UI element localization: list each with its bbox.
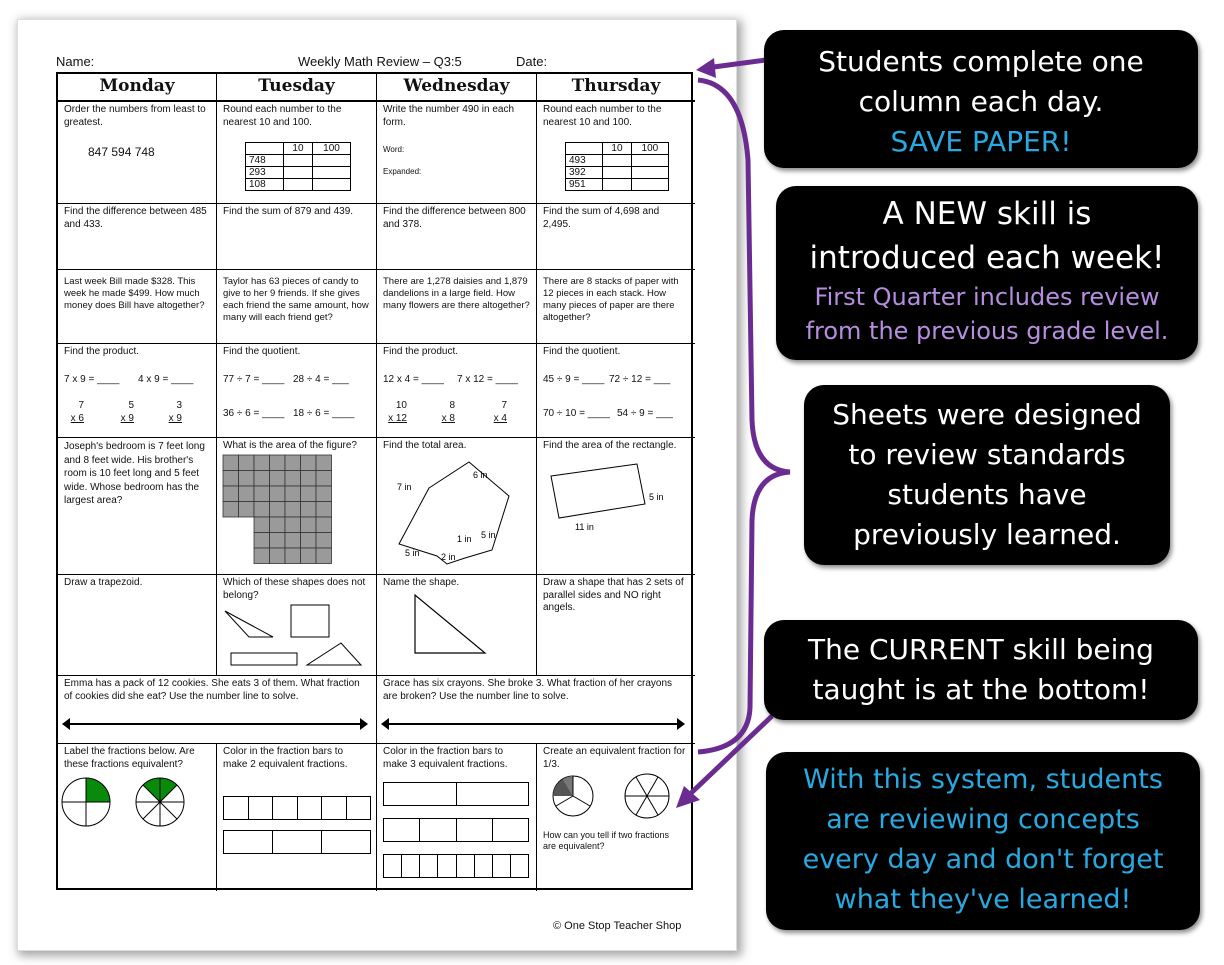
callout-text: what they've learned!	[834, 884, 1132, 915]
copyright: © One Stop Teacher Shop	[553, 920, 682, 932]
factor: 10	[395, 400, 407, 411]
table-row: 293	[246, 167, 284, 179]
prompt: Emma has a pack of 12 cookies. She eats 3 of them. What fraction of cookies did she eat? Use the number line to solve.	[64, 678, 360, 702]
equation: 77 ÷ 7 = ____	[223, 374, 285, 385]
cell-r3-monday: Last week Bill made $328. This week he made $499. How much money does Bill have altogether?	[58, 270, 217, 344]
number-list: 847 594 748	[88, 145, 155, 159]
prompt: Find the area of the rectangle.	[543, 440, 677, 451]
side-label: 6 in	[473, 470, 488, 480]
callout-text: With this system, students	[803, 764, 1163, 795]
equation: 18 ÷ 6 = ____	[293, 408, 355, 419]
callout-subtext: First Quarter includes review	[814, 283, 1160, 311]
cell-r3-thursday: There are 8 stacks of paper with 12 pieces in each stack. How many pieces of paper are there altogether?	[537, 270, 695, 344]
table-row: 493	[566, 155, 603, 167]
callout-text: to review standards	[848, 438, 1126, 471]
prompt: Round each number to the nearest 10 and 100.	[543, 104, 662, 128]
factor: x 9	[168, 412, 182, 424]
callout-current-skill	[764, 620, 1198, 720]
callout-text: taught is at the bottom!	[812, 673, 1150, 706]
factor: 5	[128, 400, 134, 411]
prompt: Grace has six crayons. She broke 3. What fraction of her crayons are broken? Use the number line to solve.	[383, 678, 673, 702]
equation: 45 ÷ 9 = ____	[543, 374, 605, 385]
equation: 54 ÷ 9 = ___	[617, 408, 673, 419]
cell-r5-monday: Joseph's bedroom is 7 feet long and 8 feet wide. His brother's room is 10 feet long and 5 feet wide. Whose bedroom has the largest area?	[58, 438, 217, 575]
side-label: 2 in	[441, 552, 456, 562]
name-label: Name:	[56, 54, 95, 69]
factor: x 6	[70, 412, 84, 424]
cell-r2-monday: Find the difference between 485 and 433.	[58, 204, 217, 270]
col-10: 10	[283, 143, 312, 155]
factor: 8	[449, 400, 455, 411]
callout-highlight: SAVE PAPER!	[890, 125, 1072, 158]
callout-text: students have	[887, 478, 1087, 511]
day-header-wednesday: Wednesday	[377, 74, 537, 102]
side-label: 5 in	[405, 548, 420, 558]
factor: 7	[501, 400, 507, 411]
prompt: Name the shape.	[383, 577, 460, 588]
day-header-thursday: Thursday	[537, 74, 695, 102]
table-row: 748	[246, 155, 284, 167]
arrow-line	[706, 60, 766, 68]
callout-save-paper	[764, 30, 1198, 168]
factor: 3	[176, 400, 182, 411]
prompt: Order the numbers from least to greatest.	[64, 104, 206, 128]
equation: 7 x 9 = ____	[64, 374, 120, 385]
callout-text: The CURRENT skill being	[808, 633, 1154, 666]
prompt: Find the quotient.	[543, 346, 621, 357]
table-row: 392	[566, 167, 603, 179]
arrowhead-icon	[696, 58, 716, 78]
prompt: Label the fractions below. Are these fractions equivalent?	[64, 746, 195, 770]
prompt: Find the product.	[383, 346, 459, 357]
prompt: Find the quotient.	[223, 346, 301, 357]
question: How can you tell if two fractions are equivalent?	[543, 830, 670, 851]
prompt: Find the total area.	[383, 440, 467, 451]
col-100: 100	[313, 143, 351, 155]
cell-r6-monday: Draw a trapezoid.	[58, 575, 217, 676]
callout-text: previously learned.	[853, 518, 1121, 551]
side-label: 7 in	[397, 482, 412, 492]
cell-r2-wednesday: Find the difference between 800 and 378.	[377, 204, 537, 270]
table-row: 951	[566, 179, 603, 191]
arrow-line	[688, 716, 772, 796]
equation: 36 ÷ 6 = ____	[223, 408, 285, 419]
equation: 4 x 9 = ____	[138, 374, 194, 385]
callout-text: every day and don't forget	[802, 844, 1164, 875]
equation: 70 ÷ 10 = ____	[543, 408, 610, 419]
table-row: 108	[246, 179, 284, 191]
factor: 7	[78, 400, 84, 411]
worksheet-title: Weekly Math Review – Q3:5	[298, 54, 462, 69]
callout-text: introduced each week!	[809, 240, 1165, 276]
side-label: 5 in	[649, 492, 664, 502]
day-header-monday: Monday	[58, 74, 217, 102]
col-100: 100	[631, 143, 668, 155]
callout-text: are reviewing concepts	[826, 804, 1140, 835]
factor: x 8	[441, 412, 455, 424]
callout-new-skill	[776, 186, 1198, 360]
callout-text: A NEW skill is	[882, 196, 1092, 232]
prompt: Create an equivalent fraction for 1/3.	[543, 746, 686, 770]
equation: 12 x 4 = ____	[383, 374, 444, 385]
prompt: Color in the fraction bars to make 2 equivalent fractions.	[223, 746, 348, 770]
word-label: Word:	[383, 145, 405, 154]
col-10: 10	[603, 143, 632, 155]
callout-text: Students complete one	[818, 45, 1144, 78]
day-header-tuesday: Tuesday	[217, 74, 377, 102]
equation: 72 ÷ 12 = ___	[609, 374, 671, 385]
callout-text: Sheets were designed	[832, 398, 1142, 431]
prompt: Find the product.	[64, 346, 140, 357]
equation: 28 ÷ 4 = ___	[293, 374, 349, 385]
factor: x 9	[120, 412, 134, 424]
prompt: Which of these shapes does not belong?	[223, 577, 366, 601]
side-label: 11 in	[575, 522, 594, 532]
cell-r2-tuesday: Find the sum of 879 and 439.	[217, 204, 377, 270]
expanded-label: Expanded:	[383, 167, 422, 176]
callout-review-standards	[804, 385, 1170, 565]
callout-system-benefit	[766, 752, 1200, 930]
date-label: Date:	[516, 54, 548, 69]
side-label: 1 in	[457, 534, 472, 544]
cell-r3-tuesday: Taylor has 63 pieces of candy to give to her 9 friends. If she gives each friend the same amount, how many will each friend get?	[217, 270, 377, 344]
callout-text: column each day.	[858, 85, 1104, 118]
callout-subtext: from the previous grade level.	[805, 317, 1169, 345]
prompt: Round each number to the nearest 10 and 100.	[223, 104, 342, 128]
cell-r6-thursday: Draw a shape that has 2 sets of parallel sides and NO right angels.	[537, 575, 695, 676]
factor: x 4	[493, 412, 507, 424]
prompt: Color in the fraction bars to make 3 equivalent fractions.	[383, 746, 508, 770]
factor: x 12	[388, 412, 407, 424]
equation: 7 x 12 = ____	[457, 374, 518, 385]
side-label: 5 in	[481, 530, 496, 540]
cell-r2-thursday: Find the sum of 4,698 and 2,495.	[537, 204, 695, 270]
prompt: What is the area of the figure?	[223, 440, 357, 451]
cell-r3-wednesday: There are 1,278 daisies and 1,879 dandelions in a large field. How many flowers are there altogether?	[377, 270, 537, 344]
prompt: Write the number 490 in each form.	[383, 104, 515, 128]
